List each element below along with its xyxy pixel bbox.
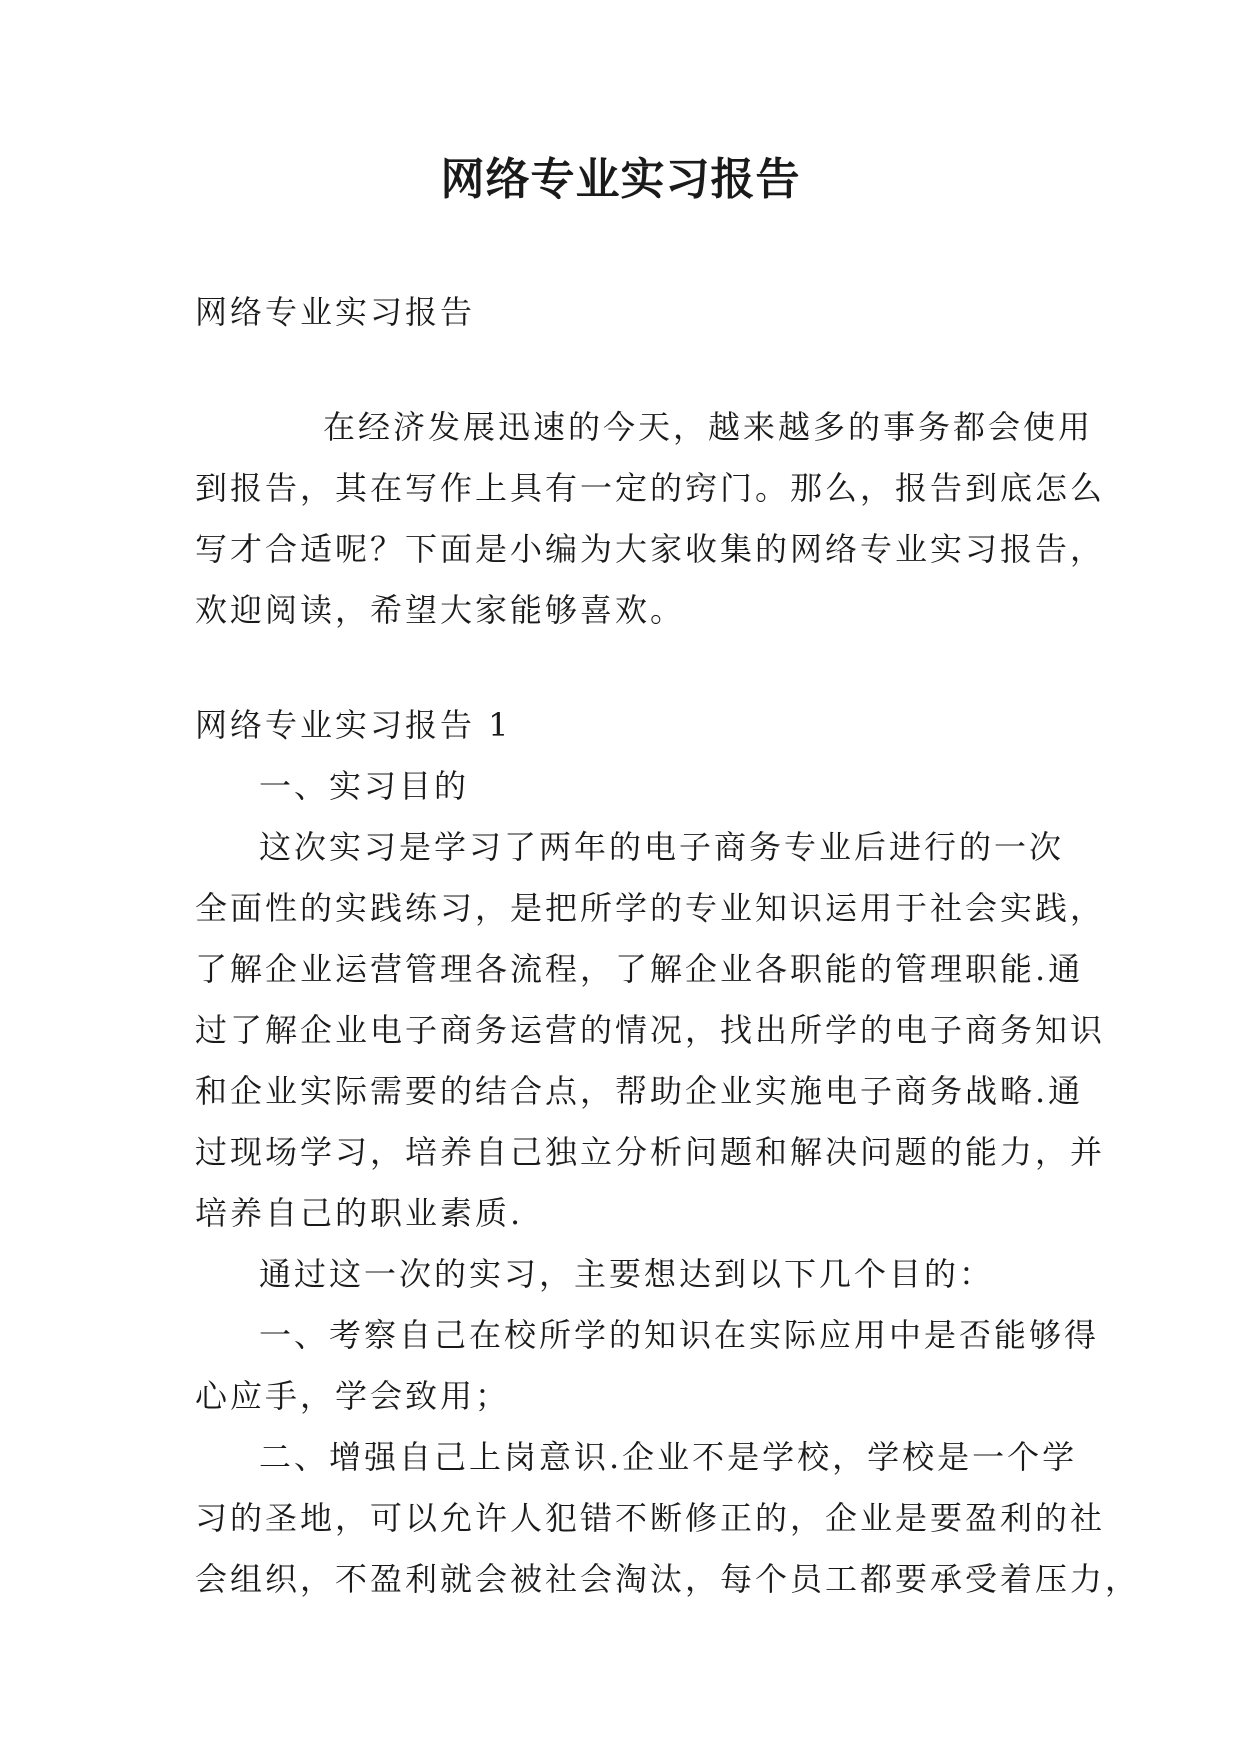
purpose-paragraph — [195, 817, 1106, 1244]
document-title: 网络专业实习报告 — [440, 154, 801, 205]
paragraph-line: 一、考察自己在校所学的知识在实际应用中是否能够得 — [259, 1316, 1100, 1354]
paragraph-line: 了解企业运营管理各流程，了解企业各职能的管理职能.通 — [195, 950, 1084, 988]
section-item: 一、实习目的 — [259, 767, 470, 805]
paragraph-line: 培养自己的职业素质. — [195, 1194, 524, 1232]
paragraph-line: 二、增强自己上岗意识.企业不是学校，学校是一个学 — [259, 1438, 1078, 1476]
paragraph-line: 这次实习是学习了两年的电子商务专业后进行的一次 — [259, 828, 1065, 866]
goal-1-paragraph — [195, 1305, 1100, 1427]
paragraph-line: 习的圣地，可以允许人犯错不断修正的，企业是要盈利的社 — [195, 1499, 1106, 1537]
goals-intro: 通过这一次的实习，主要想达到以下几个目的： — [259, 1255, 995, 1293]
intro-line: 到报告，其在写作上具有一定的窍门。那么，报告到底怎么 — [195, 469, 1106, 507]
section-heading: 网络专业实习报告 1 — [195, 706, 512, 744]
document-subtitle: 网络专业实习报告 — [195, 293, 476, 331]
paragraph-line: 会组织，不盈利就会被社会淘汰，每个员工都要承受着压力， — [195, 1560, 1141, 1598]
document-body — [195, 282, 1141, 1610]
goal-2-paragraph — [195, 1427, 1141, 1610]
paragraph-line: 过现场学习，培养自己独立分析问题和解决问题的能力，并 — [195, 1133, 1106, 1171]
paragraph-line: 和企业实际需要的结合点，帮助企业实施电子商务战略.通 — [195, 1072, 1084, 1110]
intro-line: 在经济发展迅速的今天，越来越多的事务都会使用 — [323, 408, 1094, 446]
paragraph-line: 过了解企业电子商务运营的情况，找出所学的电子商务知识 — [195, 1011, 1106, 1049]
intro-line: 欢迎阅读，希望大家能够喜欢。 — [195, 591, 686, 629]
paragraph-line: 心应手，学会致用； — [195, 1377, 511, 1415]
intro-line: 写才合适呢？下面是小编为大家收集的网络专业实习报告， — [195, 530, 1106, 568]
intro-paragraph — [195, 397, 1106, 641]
paragraph-line: 全面性的实践练习，是把所学的专业知识运用于社会实践， — [195, 889, 1106, 927]
